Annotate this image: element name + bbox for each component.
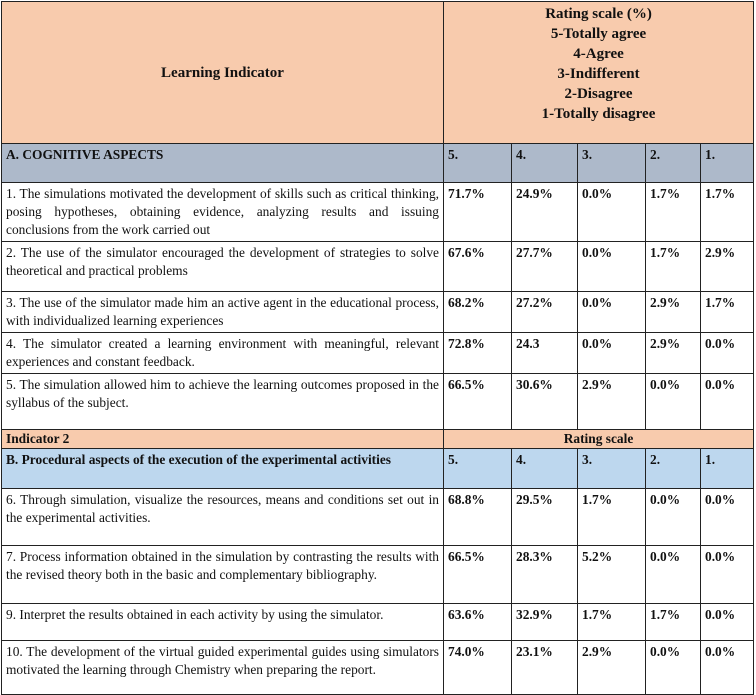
rating-value: 0.0% — [578, 183, 646, 242]
scale-col: 3. — [578, 449, 646, 489]
rating-scale-label: Rating scale — [444, 430, 754, 449]
rating-value: 23.1% — [512, 641, 578, 695]
table-row — [2, 489, 754, 546]
scale-col: 4. — [512, 449, 578, 489]
rating-value: 2.9% — [701, 242, 754, 292]
rating-value: 0.0% — [646, 546, 701, 604]
rating-scale-line: 3-Indifferent — [557, 66, 640, 82]
rating-value: 1.7% — [578, 604, 646, 641]
indicator-text: 6. Through simulation, visualize the resources, means and conditions set out in the experimental activities. — [2, 489, 444, 546]
section-a-header-row — [2, 144, 754, 183]
rating-table — [1, 1, 754, 695]
scale-col: 2. — [646, 144, 701, 183]
rating-value: 66.5% — [444, 374, 512, 430]
rating-value: 28.3% — [512, 546, 578, 604]
rating-value: 68.2% — [444, 292, 512, 333]
rating-value: 0.0% — [701, 489, 754, 546]
rating-value: 30.6% — [512, 374, 578, 430]
section-a-title: A. COGNITIVE ASPECTS — [2, 144, 444, 183]
rating-value: 0.0% — [701, 641, 754, 695]
rating-value: 0.0% — [578, 292, 646, 333]
rating-value: 0.0% — [646, 374, 701, 430]
rating-value: 2.9% — [578, 374, 646, 430]
rating-scale-line: 1-Totally disagree — [541, 106, 656, 122]
table-row — [2, 604, 754, 641]
rating-value: 63.6% — [444, 604, 512, 641]
scale-col: 4. — [512, 144, 578, 183]
rating-scale-line: 2-Disagree — [564, 86, 633, 102]
rating-value: 67.6% — [444, 242, 512, 292]
indicator-text: 4. The simulator created a learning environment with meaningful, relevant experiences and constant feedback. — [2, 333, 444, 374]
scale-col: 1. — [701, 144, 754, 183]
rating-value: 32.9% — [512, 604, 578, 641]
rating-value: 71.7% — [444, 183, 512, 242]
table-row — [2, 292, 754, 333]
table-row — [2, 641, 754, 695]
rating-scale-header — [444, 2, 754, 144]
rating-value: 1.7% — [701, 183, 754, 242]
rating-value: 0.0% — [646, 489, 701, 546]
rating-value: 5.2% — [578, 546, 646, 604]
indicator-text: 10. The development of the virtual guided experimental guides using simulators motivated the learning through Chemistry when preparing the report. — [2, 641, 444, 695]
rating-value: 29.5% — [512, 489, 578, 546]
rating-scale-line: 5-Totally agree — [550, 26, 647, 42]
section-b-header-row — [2, 449, 754, 489]
table-row — [2, 374, 754, 430]
rating-value: 68.8% — [444, 489, 512, 546]
rating-scale-line: Rating scale (%) — [545, 6, 652, 22]
rating-value: 1.7% — [578, 489, 646, 546]
indicator-text: 7. Process information obtained in the simulation by contrasting the results with the revised theory both in the basic and complementary bibliography. — [2, 546, 444, 604]
table-row — [2, 333, 754, 374]
rating-value: 2.9% — [646, 292, 701, 333]
rating-value: 1.7% — [701, 292, 754, 333]
rating-value: 2.9% — [646, 333, 701, 374]
rating-value: 0.0% — [701, 374, 754, 430]
rating-value: 1.7% — [646, 604, 701, 641]
rating-value: 27.7% — [512, 242, 578, 292]
scale-col: 2. — [646, 449, 701, 489]
indicator-text: 5. The simulation allowed him to achieve the learning outcomes proposed in the syllabus of the subject. — [2, 374, 444, 430]
rating-value: 66.5% — [444, 546, 512, 604]
section-b-title: B. Procedural aspects of the execution of the experimental activities — [2, 449, 444, 489]
indicator-2-label: Indicator 2 — [2, 430, 444, 449]
indicator-text: 9. Interpret the results obtained in each activity by using the simulator. — [2, 604, 444, 641]
rating-value: 24.9% — [512, 183, 578, 242]
scale-col: 5. — [444, 144, 512, 183]
rating-value: 0.0% — [578, 333, 646, 374]
rating-value: 0.0% — [578, 242, 646, 292]
table-row — [2, 242, 754, 292]
rating-value: 0.0% — [701, 333, 754, 374]
rating-value: 27.2% — [512, 292, 578, 333]
table-row — [2, 183, 754, 242]
rating-value: 1.7% — [646, 183, 701, 242]
indicator-2-row — [2, 430, 754, 449]
rating-value: 72.8% — [444, 333, 512, 374]
scale-col: 3. — [578, 144, 646, 183]
rating-value: 1.7% — [646, 242, 701, 292]
rating-value: 74.0% — [444, 641, 512, 695]
scale-col: 5. — [444, 449, 512, 489]
rating-value: 0.0% — [646, 641, 701, 695]
rating-value: 2.9% — [578, 641, 646, 695]
table-row — [2, 546, 754, 604]
rating-scale-line: 4-Agree — [573, 46, 624, 62]
header-row — [2, 2, 754, 144]
indicator-text: 3. The use of the simulator made him an active agent in the educational process, with individualized learning experiences — [2, 292, 444, 333]
scale-col: 1. — [701, 449, 754, 489]
rating-value: 24.3 — [512, 333, 578, 374]
indicator-text: 2. The use of the simulator encouraged the development of strategies to solve theoretical and practical problems — [2, 242, 444, 292]
rating-value: 0.0% — [701, 604, 754, 641]
rating-value: 0.0% — [701, 546, 754, 604]
learning-indicator-header: Learning Indicator — [2, 2, 444, 144]
indicator-text: 1. The simulations motivated the development of skills such as critical thinking, posing hypotheses, obtaining evidence, analyzing results and issuing conclusions from the work carried out — [2, 183, 444, 242]
